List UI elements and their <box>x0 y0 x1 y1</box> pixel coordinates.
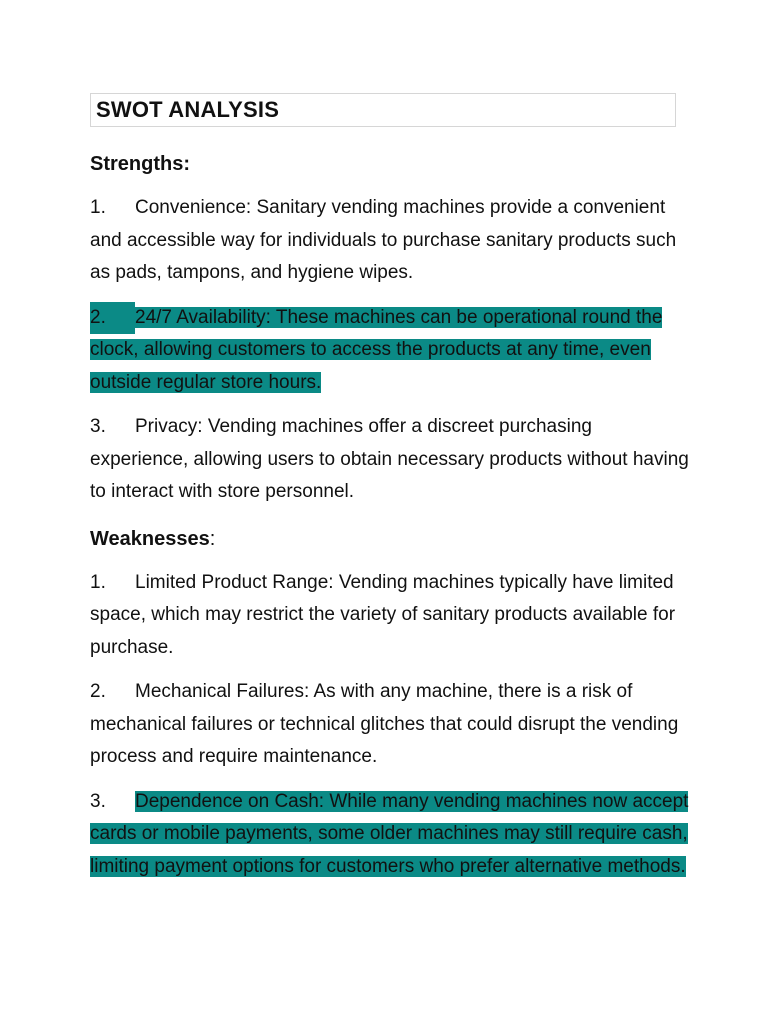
list-number: 2. <box>90 302 135 335</box>
weaknesses-heading-text: Weaknesses <box>90 527 210 550</box>
list-item-text: Privacy: Vending machines offer a discreet purchasing experience, allowing users to obtain necessary products without having to interact with store personnel. <box>90 416 689 502</box>
list-item-text-highlighted: Dependence on Cash: While many vending machines now accept cards or mobile payments, some older machines may still require cash, limiting payment options for customers who prefer alternative methods. <box>90 790 689 877</box>
weakness-item-2 <box>90 676 690 774</box>
list-item-text: Mechanical Failures: As with any machine, there is a risk of mechanical failures or technical glitches that could disrupt the vending process and require maintenance. <box>90 681 679 767</box>
list-item-text: Limited Product Range: Vending machines typically have limited space, which may restrict the variety of sanitary products available for purchase. <box>90 571 676 658</box>
weakness-item-1 <box>90 567 690 665</box>
weakness-item-3 <box>90 786 690 884</box>
strengths-heading-text: Strengths: <box>90 153 190 175</box>
strength-item-2 <box>90 302 690 400</box>
list-number: 1. <box>90 197 106 218</box>
section-heading-weaknesses <box>90 525 690 553</box>
strength-item-3 <box>90 411 690 509</box>
list-item-text-highlighted: 24/7 Availability: These machines can be operational round the clock, allowing customers to access the products at any time, even outside regular store hours. <box>90 306 663 393</box>
section-heading-strengths <box>90 150 690 178</box>
list-number: 1. <box>90 571 106 593</box>
weaknesses-heading-colon: : <box>209 527 216 550</box>
document-title: SWOT ANALYSIS <box>90 93 676 127</box>
list-number: 3. <box>90 416 106 437</box>
document-body <box>90 150 690 895</box>
strength-item-1 <box>90 192 690 290</box>
list-number: 3. <box>90 790 106 812</box>
list-number: 2. <box>90 681 106 702</box>
list-item-text: Convenience: Sanitary vending machines provide a convenient and accessible way for individuals to purchase sanitary products such as pads, tampons, and hygiene wipes. <box>90 197 677 283</box>
